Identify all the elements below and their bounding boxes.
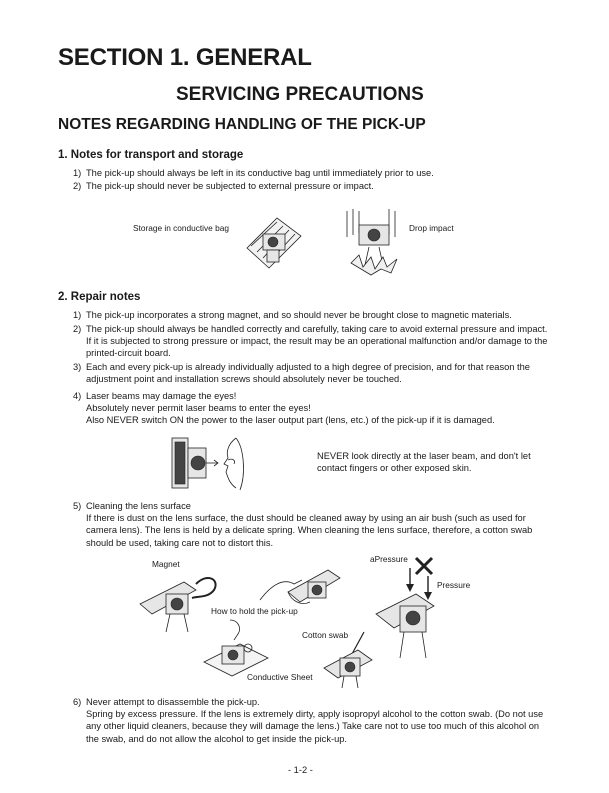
magnet-caption: Magnet: [152, 559, 180, 569]
pressure-a-caption: aPressure: [370, 554, 408, 564]
holding-pickup-illustration: [258, 562, 348, 626]
transport-item-1: [73, 167, 553, 179]
item-number: 1): [73, 168, 82, 178]
cotton-swab-illustration: [322, 628, 378, 690]
item-text: The pick-up should never be subjected to external pressure or impact.: [86, 181, 374, 191]
repair-item-6: [73, 696, 553, 745]
item-number: 5): [73, 501, 82, 511]
hold-caption: How to hold the pick-up: [211, 606, 298, 616]
storage-bag-illustration: [243, 212, 303, 272]
repair-title: 2. Repair notes: [58, 291, 141, 303]
swab-caption: Cotton swab: [302, 630, 349, 640]
laser-eye-illustration: [170, 434, 250, 492]
pressure-illustration: [372, 554, 454, 664]
item-number: 4): [73, 391, 82, 401]
item-number: 6): [73, 697, 82, 707]
item-text: The pick-up incorporates a strong magnet, and so should never be brought close to magnetic materials.: [86, 310, 512, 320]
item-line: Spring by excess pressure. If the lens is extremely dirty, apply isopropyl alcohol to the cotton swab. (Do not use any other liquid cleaners, because they will damage the lens.) Take care not to use too much of this alcohol on the swab, and do not allow the alcohol to get inside the pick-up.: [86, 709, 544, 744]
repair-item-1: [73, 309, 553, 321]
repair-item-2: [73, 323, 553, 360]
item-text: The pick-up should always be left in its conductive bag until immediately prior to use.: [86, 168, 434, 178]
page-heading: SERVICING PRECAUTIONS: [176, 84, 424, 105]
laser-caption: NEVER look directly at the laser beam, and don't let contact fingers or other exposed skin.: [317, 451, 531, 474]
item-number: 3): [73, 362, 82, 372]
pressure-caption: Pressure: [437, 580, 471, 590]
item-text: The pick-up should always be handled correctly and carefully, taking care to avoid external pressure and impact. If it is subjected to strong pressure or impact, the result may be an operational malfunction and/or damage to the printed-circuit board.: [86, 324, 548, 359]
conductive-sheet-illustration: [200, 618, 272, 678]
item-number: 2): [73, 324, 82, 334]
transport-item-2: [73, 180, 553, 192]
page-number: - 1-2 -: [288, 765, 313, 775]
drop-caption: Drop impact: [409, 223, 454, 233]
item-number: 2): [73, 181, 82, 191]
item-line: Absolutely never permit laser beams to enter the eyes!: [86, 403, 311, 414]
item-line: If there is dust on the lens surface, the dust should be cleaned away by using an air bush (such as used for camera lens). The lens is held by a delicate spring. When cleaning the lens surface, therefore, a cotton swab should be used, taking care not to distort this.: [86, 513, 533, 548]
repair-item-4: [73, 390, 553, 427]
item-number: 1): [73, 310, 82, 320]
subheading: NOTES REGARDING HANDLING OF THE PICK-UP: [58, 116, 426, 133]
section-title: SECTION 1. GENERAL: [58, 44, 312, 71]
item-line: Never attempt to disassemble the pick-up.: [86, 697, 260, 707]
storage-caption: Storage in conductive bag: [133, 223, 229, 233]
sheet-caption: Conductive Sheet: [247, 672, 313, 682]
drop-impact-illustration: [341, 207, 407, 277]
item-text: Each and every pick-up is already individually adjusted to a high degree of precision, and for that reason the adjustment point and installation screws should absolutely never be touched.: [86, 362, 530, 385]
repair-item-5: [73, 500, 553, 549]
item-line: Laser beams may damage the eyes!: [86, 391, 237, 401]
repair-item-3: [73, 361, 553, 385]
item-line: Also NEVER switch ON the power to the laser output part (lens, etc.) of the pick-up if it is damaged.: [86, 415, 495, 426]
transport-title: 1. Notes for transport and storage: [58, 149, 244, 161]
item-line: Cleaning the lens surface: [86, 501, 191, 511]
